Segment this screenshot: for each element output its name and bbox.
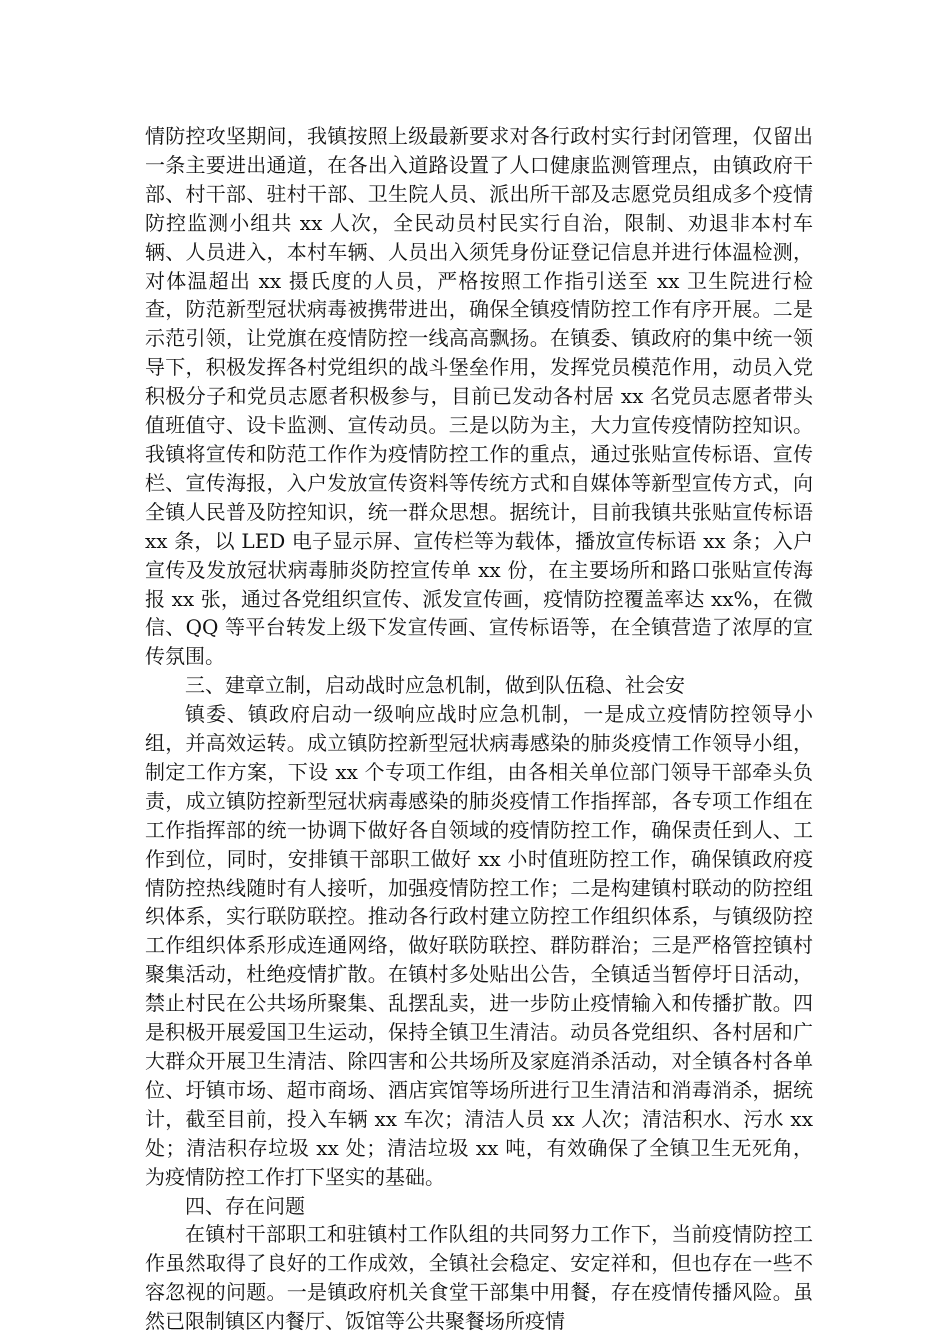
document-body	[145, 122, 813, 1336]
paragraph-existing-problems: 在镇村干部职工和驻镇村工作队组的共同努力工作下，当前疫情防控工作虽然取得了良好的工作成效，全镇社会稳定、安定祥和，但也存在一些不容忽视的问题。一是镇政府机关食堂干部集中用餐，存在疫情传播风险。虽然已限制镇区内餐厅、饭馆等公共聚餐场所疫情	[145, 1222, 813, 1334]
paragraph-epidemic-control-measures: 情防控攻坚期间，我镇按照上级最新要求对各行政村实行封闭管理，仅留出一条主要进出通道，在各出入道路设置了人口健康监测管理点，由镇政府干部、村干部、驻村干部、卫生院人员、派出所干部及志愿党员组成多个疫情防控监测小组共 xx 人次，全民动员村民实行自治，限制、劝退非本村车辆、人员进入，本村车辆、人员出入须凭身份证登记信息并进行体温检测，对体温超出 xx 摄氏度的人员，严格按照工作指引送至 xx 卫生院进行检查，防范新型冠状病毒被携带进出，确保全镇疫情防控工作有序开展。二是示范引领，让党旗在疫情防控一线高高飘扬。在镇委、镇政府的集中统一领导下，积极发挥各村党组织的战斗堡垒作用，发挥党员模范作用，动员入党积极分子和党员志愿者积极参与，目前已发动各村居 xx 名党员志愿者带头值班值守、设卡监测、宣传动员。三是以防为主，大力宣传疫情防控知识。我镇将宣传和防范工作作为疫情防控工作的重点，通过张贴宣传标语、宣传栏、宣传海报，入户发放宣传资料等传统方式和自媒体等新型宣传方式，向全镇人民普及防控知识，统一群众思想。据统计，目前我镇共张贴宣传标语 xx 条，以 LED 电子显示屏、宣传栏等为载体，播放宣传标语 xx 条；入户宣传及发放冠状病毒肺炎防控宣传单 xx 份，在主要场所和路口张贴宣传海报 xx 张，通过各党组织宣传、派发宣传画，疫情防控覆盖率达 xx%，在微信、QQ 等平台转发上级下发宣传画、宣传标语等，在全镇营造了浓厚的宣传氛围。	[145, 124, 813, 669]
section-heading-4: 四、存在问题	[185, 1193, 305, 1218]
paragraph-emergency-mechanism: 镇委、镇政府启动一级响应战时应急机制，一是成立疫情防控领导小组，并高效运转。成立镇防控新型冠状病毒感染的肺炎疫情工作领导小组，制定工作方案，下设 xx 个专项工作组，由各相关单位部门领导干部牵头负责，成立镇防控新型冠状病毒感染的肺炎疫情工作指挥部，各专项工作组在工作指挥部的统一协调下做好各自领域的疫情防控工作，确保责任到人、工作到位，同时，安排镇干部职工做好 xx 小时值班防控工作，确保镇政府疫情防控热线随时有人接听，加强疫情防控工作；二是构建镇村联动的防控组织体系，实行联防联控。推动各行政村建立防控工作组织体系，与镇级防控工作组织体系形成连通网络，做好联防联控、群防群治；三是严格管控镇村聚集活动，杜绝疫情扩散。在镇村多处贴出公告，全镇适当暂停圩日活动，禁止村民在公共场所聚集、乱摆乱卖，进一步防止疫情输入和传播扩散。四是积极开展爱国卫生运动，保持全镇卫生清洁。动员各党组织、各村居和广大群众开展卫生清洁、除四害和公共场所及家庭消杀活动，对全镇各村各单位、圩镇市场、超市商场、酒店宾馆等场所进行卫生清洁和消毒消杀，据统计，截至目前，投入车辆 xx 车次；清洁人员 xx 人次；清洁积水、污水 xx 处；清洁积存垃圾 xx 处；清洁垃圾 xx 吨，有效确保了全镇卫生无死角，为疫情防控工作打下坚实的基础。	[145, 702, 813, 1189]
section-heading-3: 三、建章立制，启动战时应急机制，做到队伍稳、社会安	[185, 673, 685, 698]
